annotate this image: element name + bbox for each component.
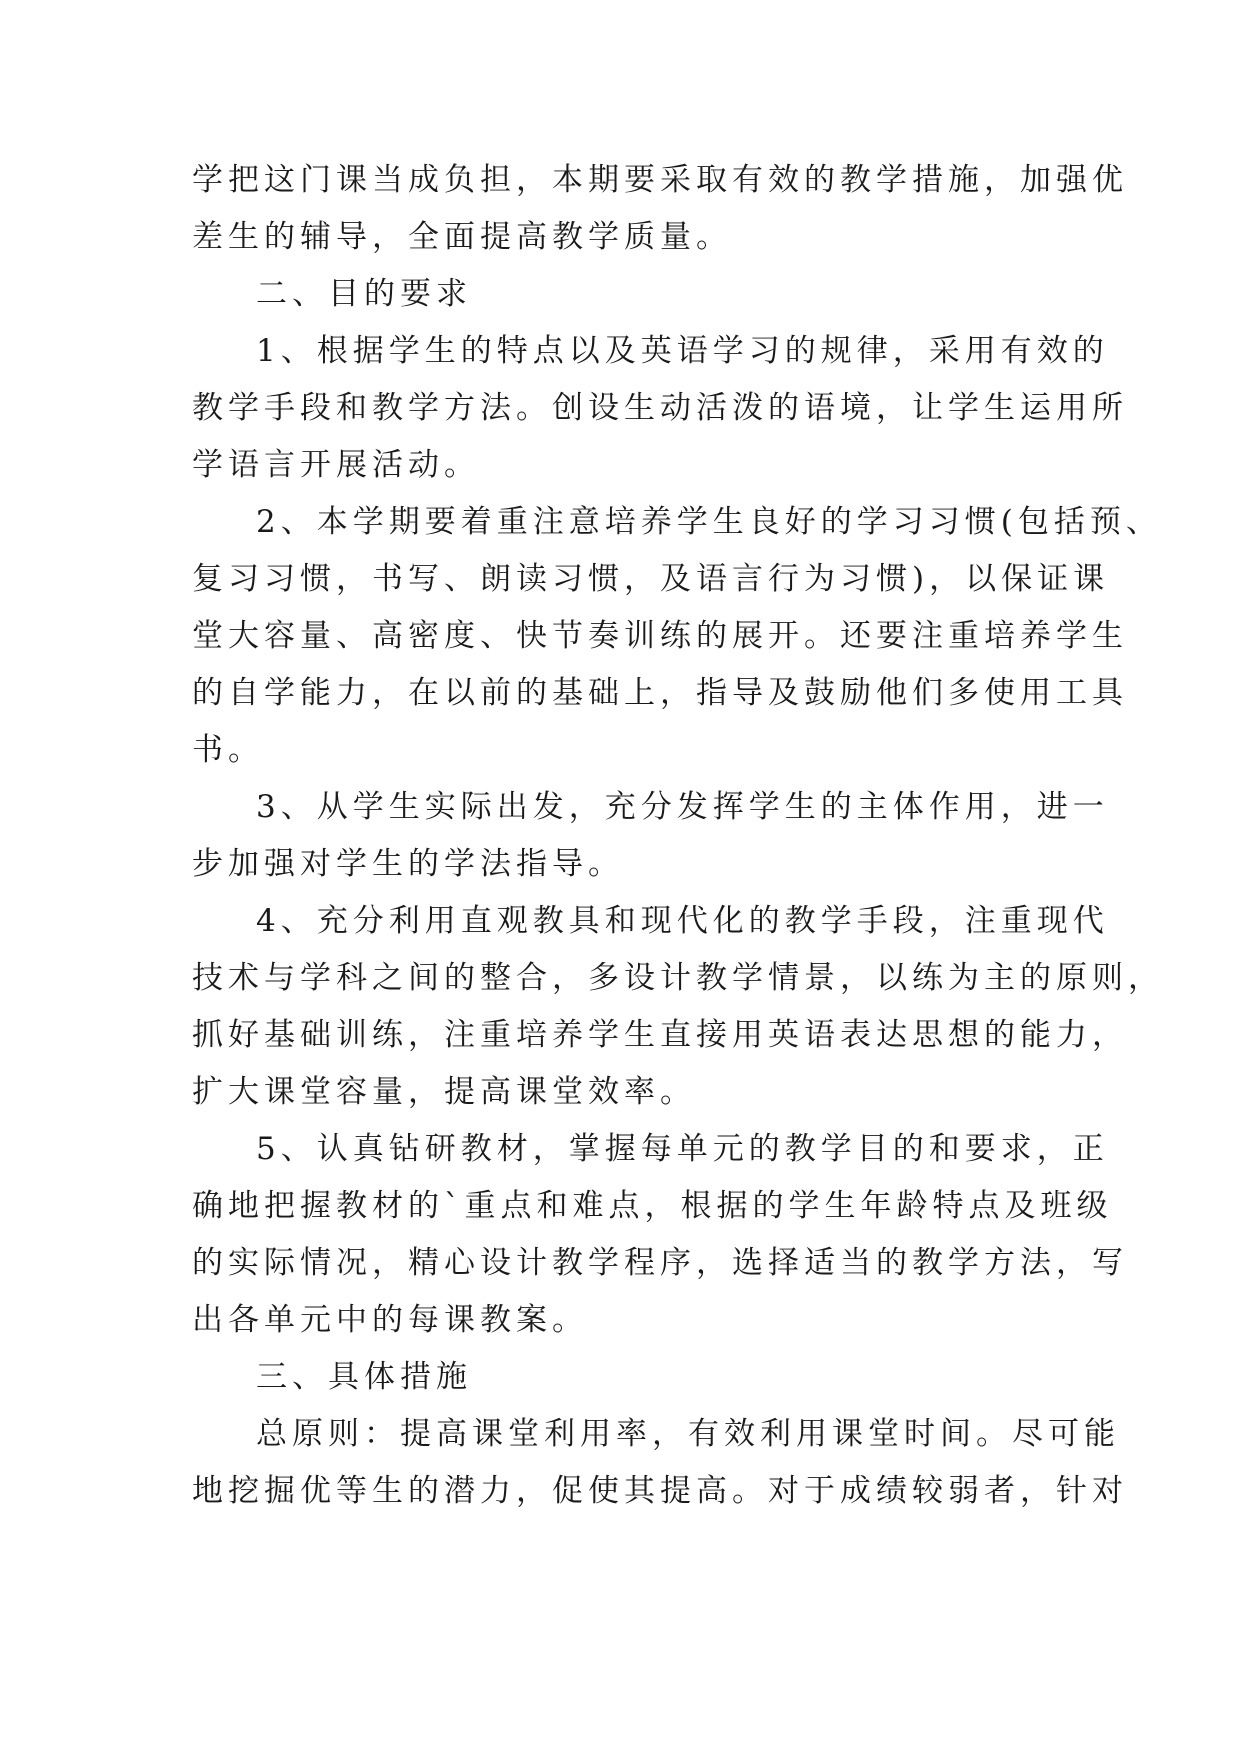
text-line: 4、充分利用直观教具和现代化的教学手段，注重现代	[256, 903, 1109, 939]
text-line: 步加强对学生的学法指导。	[192, 846, 624, 882]
text-line: 学语言开展活动。	[192, 447, 480, 483]
text-line: 复习习惯，书写、朗读习惯，及语言行为习惯)，以保证课	[192, 561, 1110, 597]
text-line: 教学手段和教学方法。创设生动活泼的语境，让学生运用所	[192, 390, 1128, 426]
text-line: 的实际情况，精心设计教学程序，选择适当的教学方法，写	[192, 1245, 1128, 1281]
text-line: 差生的辅导，全面提高教学质量。	[192, 219, 732, 255]
text-line: 技术与学科之间的整合，多设计教学情景，以练为主的原则，	[192, 960, 1164, 996]
text-line: 抓好基础训练，注重培养学生直接用英语表达思想的能力，	[192, 1017, 1128, 1053]
text-line: 书。	[192, 732, 264, 768]
text-line: 的自学能力，在以前的基础上，指导及鼓励他们多使用工具	[192, 675, 1128, 711]
text-line: 2、本学期要着重注意培养学生良好的学习习惯(包括预、	[256, 504, 1162, 540]
text-line: 1、根据学生的特点以及英语学习的规律，采用有效的	[256, 333, 1109, 369]
section-heading: 二、目的要求	[256, 276, 472, 312]
text-line: 堂大容量、高密度、快节奏训练的展开。还要注重培养学生	[192, 618, 1128, 654]
text-line: 确地把握教材的`重点和难点，根据的学生年龄特点及班级	[192, 1188, 1113, 1224]
section-heading: 三、具体措施	[256, 1359, 472, 1395]
text-line: 扩大课堂容量，提高课堂效率。	[192, 1074, 696, 1110]
text-line: 出各单元中的每课教案。	[192, 1302, 588, 1338]
text-line: 总原则：提高课堂利用率，有效利用课堂时间。尽可能	[256, 1416, 1120, 1452]
text-line: 3、从学生实际出发，充分发挥学生的主体作用，进一	[256, 789, 1109, 825]
text-line: 学把这门课当成负担，本期要采取有效的教学措施，加强优	[192, 162, 1128, 198]
text-line: 地挖掘优等生的潜力，促使其提高。对于成绩较弱者，针对	[192, 1473, 1128, 1509]
text-line: 5、认真钻研教材，掌握每单元的教学目的和要求，正	[256, 1131, 1109, 1167]
